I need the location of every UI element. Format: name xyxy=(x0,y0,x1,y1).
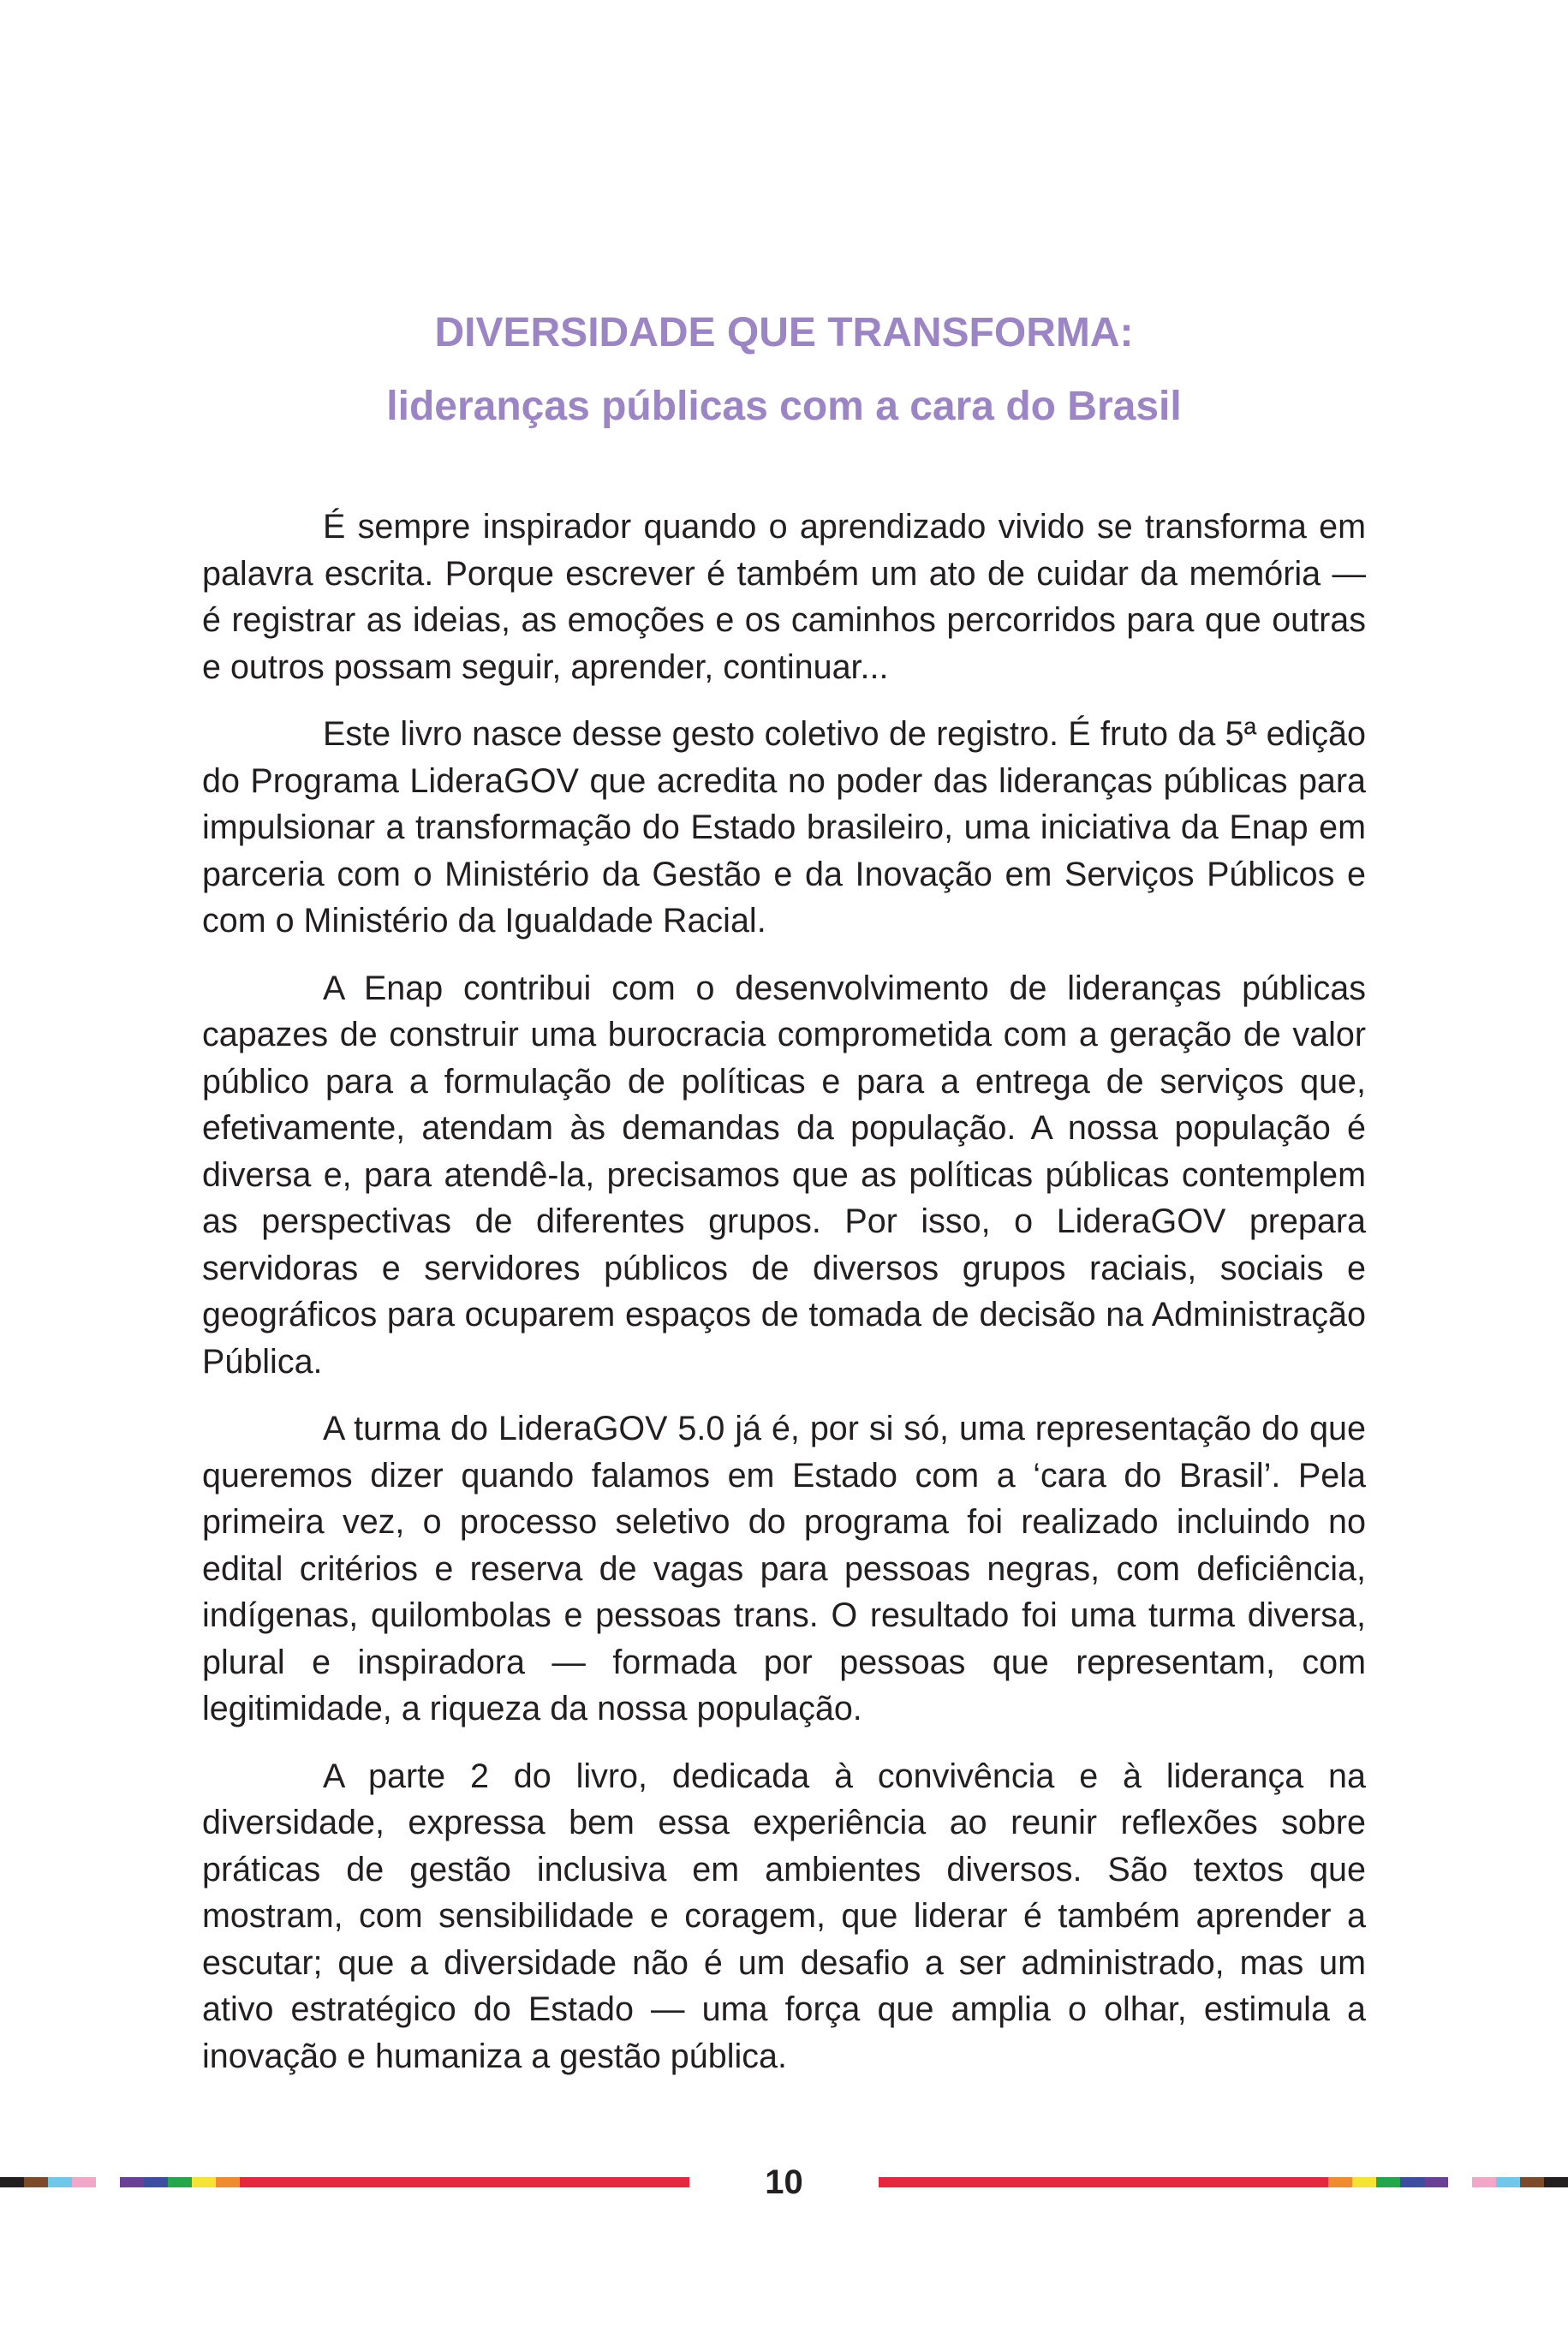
stripe-segment xyxy=(0,2177,24,2187)
stripe-segment xyxy=(1520,2177,1544,2187)
title-line-1: DIVERSIDADE QUE TRANSFORMA: xyxy=(434,310,1134,355)
stripe-segment xyxy=(1496,2177,1520,2187)
stripe-segment xyxy=(1352,2177,1376,2187)
stripe-segment xyxy=(216,2177,240,2187)
stripe-segment xyxy=(24,2177,48,2187)
stripe-gap xyxy=(1448,2177,1472,2187)
stripe-segment xyxy=(48,2177,72,2187)
paragraph-3: A Enap contribui com o desenvolvimento de lideranças públicas capazes de construir uma burocracia comprometida com a geração de valor público para a formulação de políticas e para a entrega de serviços que, efetivamente, atendam às demandas da população. A nossa população é diversa e, para atendê-la, precisamos que as políticas públicas contemplem as perspectivas de diferentes grupos. Por isso, o LideraGOV prepara servidoras e servidores públicos de diversos grupos raciais, sociais e geográficos para ocuparem espaços de tomada de decisão na Administração Pública. xyxy=(202,969,1366,1381)
paragraph-5: A parte 2 do livro, dedicada à convivência e à liderança na diversidade, expressa bem essa experiência ao reunir reflexões sobre práticas de gestão inclusiva em ambientes diversos. São textos que mostram, com sensibilidade e coragem, que liderar é também aprender a escutar; que a diversidade não é um desafio a ser administrado, mas um ativo estratégico do Estado — uma força que amplia o olhar, estimula a inovação e humaniza a gestão pública. xyxy=(202,1757,1366,2075)
page-number: 10 xyxy=(765,2163,803,2201)
stripe-segment xyxy=(72,2177,96,2187)
page-title xyxy=(0,296,1568,444)
stripe-segment xyxy=(1400,2177,1424,2187)
stripe-segment xyxy=(1472,2177,1496,2187)
footer-stripe-left xyxy=(0,2177,689,2187)
stripe-segment xyxy=(144,2177,168,2187)
body-text xyxy=(202,504,1366,2100)
paragraph-2: Este livro nasce desse gesto coletivo de registro. É fruto da 5ª edição do Programa LideraGOV que acredita no poder das lideranças públicas para impulsionar a transformação do Estado brasileiro, uma iniciativa da Enap em parceria com o Ministério da Gestão e da Inovação em Serviços Públicos e com o Ministério da Igualdade Racial. xyxy=(202,715,1366,940)
stripe-segment-red xyxy=(879,2177,1328,2187)
stripe-segment xyxy=(1328,2177,1352,2187)
stripe-segment xyxy=(168,2177,192,2187)
stripe-segment xyxy=(1376,2177,1400,2187)
stripe-segment xyxy=(120,2177,144,2187)
title-line-2: lideranças públicas com a cara do Brasil xyxy=(386,384,1182,429)
stripe-segment xyxy=(192,2177,216,2187)
footer-stripe-right xyxy=(879,2177,1568,2187)
paragraph-4: A turma do LideraGOV 5.0 já é, por si só, uma representação do que queremos dizer quando falamos em Estado com a ‘cara do Brasil’. Pela primeira vez, o processo seletivo do programa foi realizado incluindo no edital critérios e reserva de vagas para pessoas negras, com deficiência, indígenas, quilombolas e pessoas trans. O resultado foi uma turma diversa, plural e inspiradora — formada por pessoas que representam, com legitimidade, a riqueza da nossa população. xyxy=(202,1410,1366,1727)
paragraph-1: É sempre inspirador quando o aprendizado vivido se transforma em palavra escrita. Porque escrever é também um ato de cuidar da memória — é registrar as ideias, as emoções e os caminhos percorridos para que outras e outros possam seguir, aprender, continuar... xyxy=(202,508,1366,686)
stripe-segment-red xyxy=(240,2177,689,2187)
stripe-gap xyxy=(96,2177,120,2187)
stripe-segment xyxy=(1544,2177,1568,2187)
stripe-segment xyxy=(1424,2177,1448,2187)
